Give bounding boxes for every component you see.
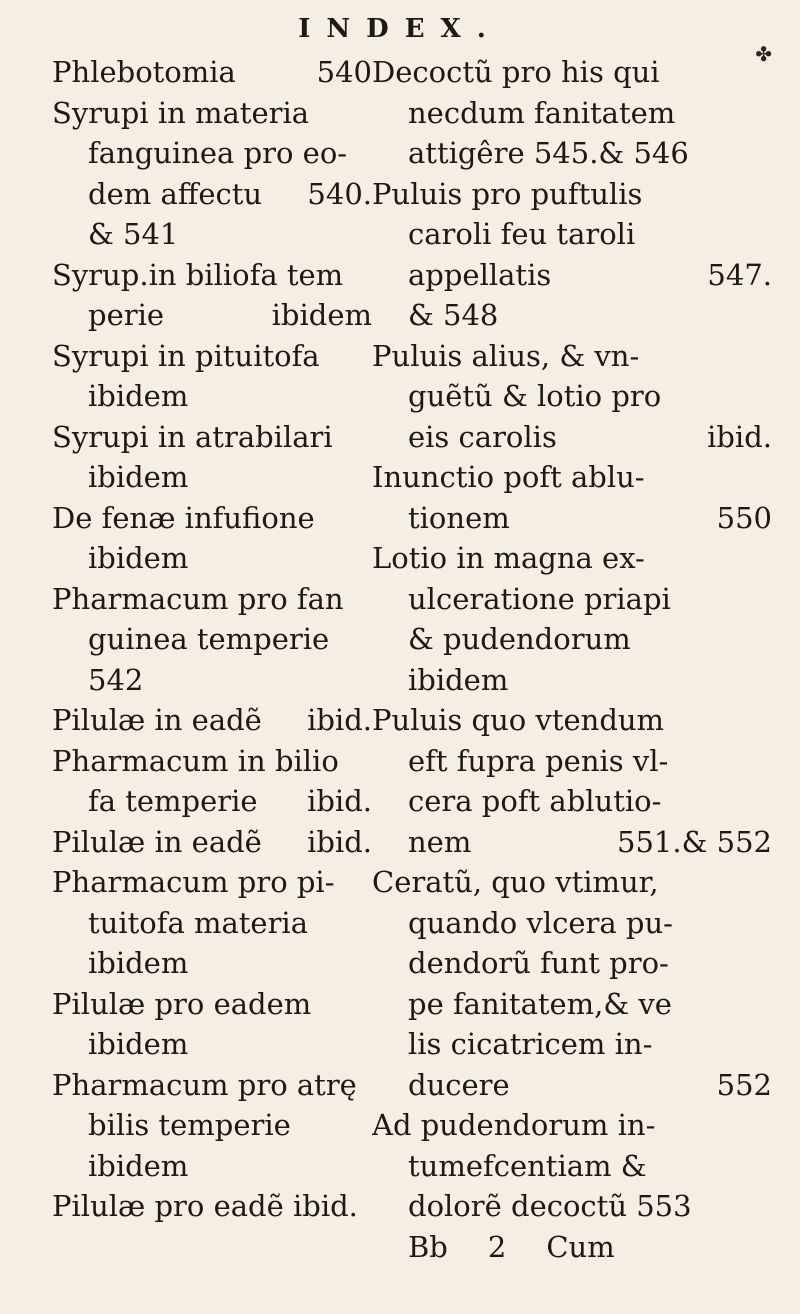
entry-text: & 548 bbox=[408, 298, 499, 332]
entry-text: guẽtũ & lotio pro bbox=[408, 379, 662, 413]
index-entry-line bbox=[372, 174, 772, 215]
index-entry-line bbox=[372, 295, 772, 336]
page-reference: ibid. bbox=[307, 784, 372, 818]
entry-text: ibidem bbox=[88, 1027, 189, 1061]
page-reference: 552 bbox=[716, 1067, 772, 1102]
entry-text: appellatis bbox=[408, 257, 552, 292]
index-entry-line bbox=[372, 93, 772, 134]
entry-text: ibidem bbox=[88, 1148, 189, 1183]
index-entry-line bbox=[52, 862, 372, 903]
index-entry-line bbox=[52, 93, 372, 134]
entry-text: ibidem bbox=[88, 379, 189, 413]
index-entry-line bbox=[52, 660, 372, 701]
index-entry-line bbox=[52, 1065, 372, 1106]
page-header: INDEX. bbox=[298, 14, 502, 44]
entry-text: Pilulæ pro eadẽ ibid. bbox=[52, 1189, 358, 1223]
page-reference: 551.& 552 bbox=[617, 824, 772, 859]
entry-text: Pharmacum pro atrę bbox=[52, 1067, 357, 1102]
entry-text: Pilulæ in eadẽ bbox=[52, 824, 262, 859]
index-entry-line bbox=[52, 174, 372, 215]
entry-text: ibidem bbox=[408, 662, 509, 697]
entry-text: attigêre 545.& 546 bbox=[408, 136, 689, 170]
index-entry-line bbox=[372, 1186, 772, 1227]
index-entry-line bbox=[372, 862, 772, 903]
index-entry-line bbox=[52, 1105, 372, 1146]
index-entry-line bbox=[52, 1146, 372, 1187]
entry-text: bilis temperie bbox=[88, 1108, 291, 1142]
index-entry-line bbox=[372, 579, 772, 620]
index-entry-line bbox=[372, 457, 772, 498]
index-entry-line bbox=[52, 984, 372, 1025]
entry-text: perie bbox=[88, 298, 165, 332]
index-entry-line bbox=[372, 336, 772, 377]
page-reference: 550 bbox=[716, 500, 772, 535]
index-entry-line bbox=[372, 1065, 772, 1106]
entry-text: ibidem bbox=[88, 541, 189, 575]
entry-text: Puluis quo vtendum bbox=[372, 703, 665, 737]
signature-number: 2 bbox=[487, 1229, 507, 1264]
entry-text: nem bbox=[408, 824, 472, 859]
index-entry-line bbox=[52, 781, 372, 822]
index-entry-line bbox=[372, 781, 772, 822]
entry-text: Decoctũ pro his qui bbox=[372, 55, 660, 89]
index-entry-line bbox=[52, 1024, 372, 1065]
entry-text: tionem bbox=[408, 500, 510, 535]
entry-text: De fenæ infufione bbox=[52, 500, 315, 535]
entry-text: ibidem bbox=[88, 946, 189, 980]
index-entry-line bbox=[372, 984, 772, 1025]
entry-text: Pharmacum in bilio bbox=[52, 743, 339, 778]
index-entry-line bbox=[52, 579, 372, 620]
index-entry-line bbox=[52, 457, 372, 498]
index-entry-line bbox=[52, 376, 372, 417]
page-reference: 540. bbox=[307, 176, 372, 211]
entry-text: cera poft ablutio- bbox=[408, 784, 662, 818]
index-entry-line bbox=[372, 376, 772, 417]
catchword: Cum bbox=[546, 1229, 615, 1264]
index-entry-line bbox=[372, 660, 772, 701]
entry-text: fa temperie bbox=[88, 784, 258, 818]
index-entry-line bbox=[372, 255, 772, 296]
right-column bbox=[372, 52, 772, 1267]
index-entry-line bbox=[372, 741, 772, 782]
signature-mark: Bb bbox=[408, 1229, 448, 1264]
index-entry-line bbox=[52, 133, 372, 174]
entry-text: fanguinea pro eo- bbox=[88, 136, 348, 170]
index-entry-line bbox=[372, 538, 772, 579]
page-reference: ibid. bbox=[707, 419, 772, 454]
entry-text: Syrup.in biliofa tem bbox=[52, 257, 344, 292]
entry-text: & 541 bbox=[88, 217, 179, 251]
entry-text: Pilulæ pro eadem bbox=[52, 986, 312, 1021]
entry-text: Syrupi in atrabilari bbox=[52, 419, 333, 454]
entry-text: Syrupi in pituitofa bbox=[52, 338, 320, 373]
left-column bbox=[52, 52, 372, 1227]
index-entry-line bbox=[52, 255, 372, 296]
entry-text: Puluis alius, & vn- bbox=[372, 338, 640, 373]
index-entry-line bbox=[372, 822, 772, 863]
entry-text: & pudendorum bbox=[408, 622, 631, 656]
index-entry-line bbox=[52, 741, 372, 782]
index-entry-line bbox=[372, 903, 772, 944]
entry-text: Syrupi in materia bbox=[52, 95, 310, 130]
index-entry-line bbox=[372, 1105, 772, 1146]
entry-text: pe fanitatem,& ve bbox=[408, 986, 672, 1021]
entry-text: Pilulæ in eadẽ bbox=[52, 703, 262, 737]
page-reference: 547. bbox=[707, 257, 772, 292]
entry-text: Phlebotomia bbox=[52, 55, 236, 89]
index-entry-line bbox=[52, 943, 372, 984]
entry-text: Lotio in magna ex- bbox=[372, 541, 645, 575]
page-reference: 540 bbox=[316, 55, 372, 89]
index-entry-line bbox=[372, 1146, 772, 1187]
index-entry-line bbox=[52, 214, 372, 255]
page-reference: ibid. bbox=[307, 824, 372, 859]
index-entry-line bbox=[52, 498, 372, 539]
index-entry-line bbox=[372, 133, 772, 174]
index-entry-line bbox=[52, 295, 372, 336]
index-entry-line bbox=[372, 943, 772, 984]
index-entry-line bbox=[52, 417, 372, 458]
index-entry-line bbox=[372, 417, 772, 458]
entry-text: dendorũ funt pro- bbox=[408, 946, 669, 980]
entry-text: Pharmacum pro pi- bbox=[52, 865, 335, 899]
index-entry-line bbox=[372, 619, 772, 660]
index-entry-line bbox=[52, 336, 372, 377]
index-entry-line bbox=[52, 52, 372, 93]
entry-text: eis carolis bbox=[408, 419, 557, 454]
entry-text: dolorẽ decoctũ 553 bbox=[408, 1189, 692, 1223]
index-entry-line bbox=[372, 214, 772, 255]
ornament-mark: ✤ bbox=[755, 42, 772, 66]
index-entry-line bbox=[52, 619, 372, 660]
entry-text: necdum fanitatem bbox=[408, 95, 676, 130]
page-reference: ibidem bbox=[271, 298, 372, 332]
index-entry-line bbox=[52, 903, 372, 944]
entry-text: tumefcentiam & bbox=[408, 1148, 647, 1183]
entry-text: ibidem bbox=[88, 460, 189, 494]
entry-text: quando vlcera pu- bbox=[408, 905, 673, 940]
entry-text: ulceratione priapi bbox=[408, 581, 671, 616]
index-entry-line bbox=[372, 498, 772, 539]
entry-text: lis cicatricem in- bbox=[408, 1027, 653, 1061]
page-reference: ibid. bbox=[307, 703, 372, 737]
index-entry-line bbox=[372, 700, 772, 741]
entry-text: eft fupra penis vl- bbox=[408, 743, 669, 778]
entry-text: guinea temperie bbox=[88, 622, 330, 656]
footer-line bbox=[372, 1227, 772, 1268]
entry-text: 542 bbox=[88, 662, 144, 697]
entry-text: Ceratũ, quo vtimur, bbox=[372, 865, 659, 899]
entry-text: caroli feu taroli bbox=[408, 217, 636, 251]
entry-text: tuitofa materia bbox=[88, 905, 308, 940]
index-entry-line bbox=[372, 1024, 772, 1065]
entry-text: Pharmacum pro fan bbox=[52, 581, 344, 616]
index-entry-line bbox=[52, 700, 372, 741]
entry-text: Ad pudendorum in- bbox=[372, 1108, 656, 1142]
index-entry-line bbox=[52, 1186, 372, 1227]
entry-text: Puluis pro puftulis bbox=[372, 176, 643, 211]
index-entry-line bbox=[372, 52, 772, 93]
entry-text: ducere bbox=[408, 1067, 510, 1102]
entry-text: Inunctio poft ablu- bbox=[372, 460, 645, 494]
index-entry-line bbox=[52, 538, 372, 579]
entry-text: dem affectu bbox=[88, 176, 263, 211]
index-entry-line bbox=[52, 822, 372, 863]
